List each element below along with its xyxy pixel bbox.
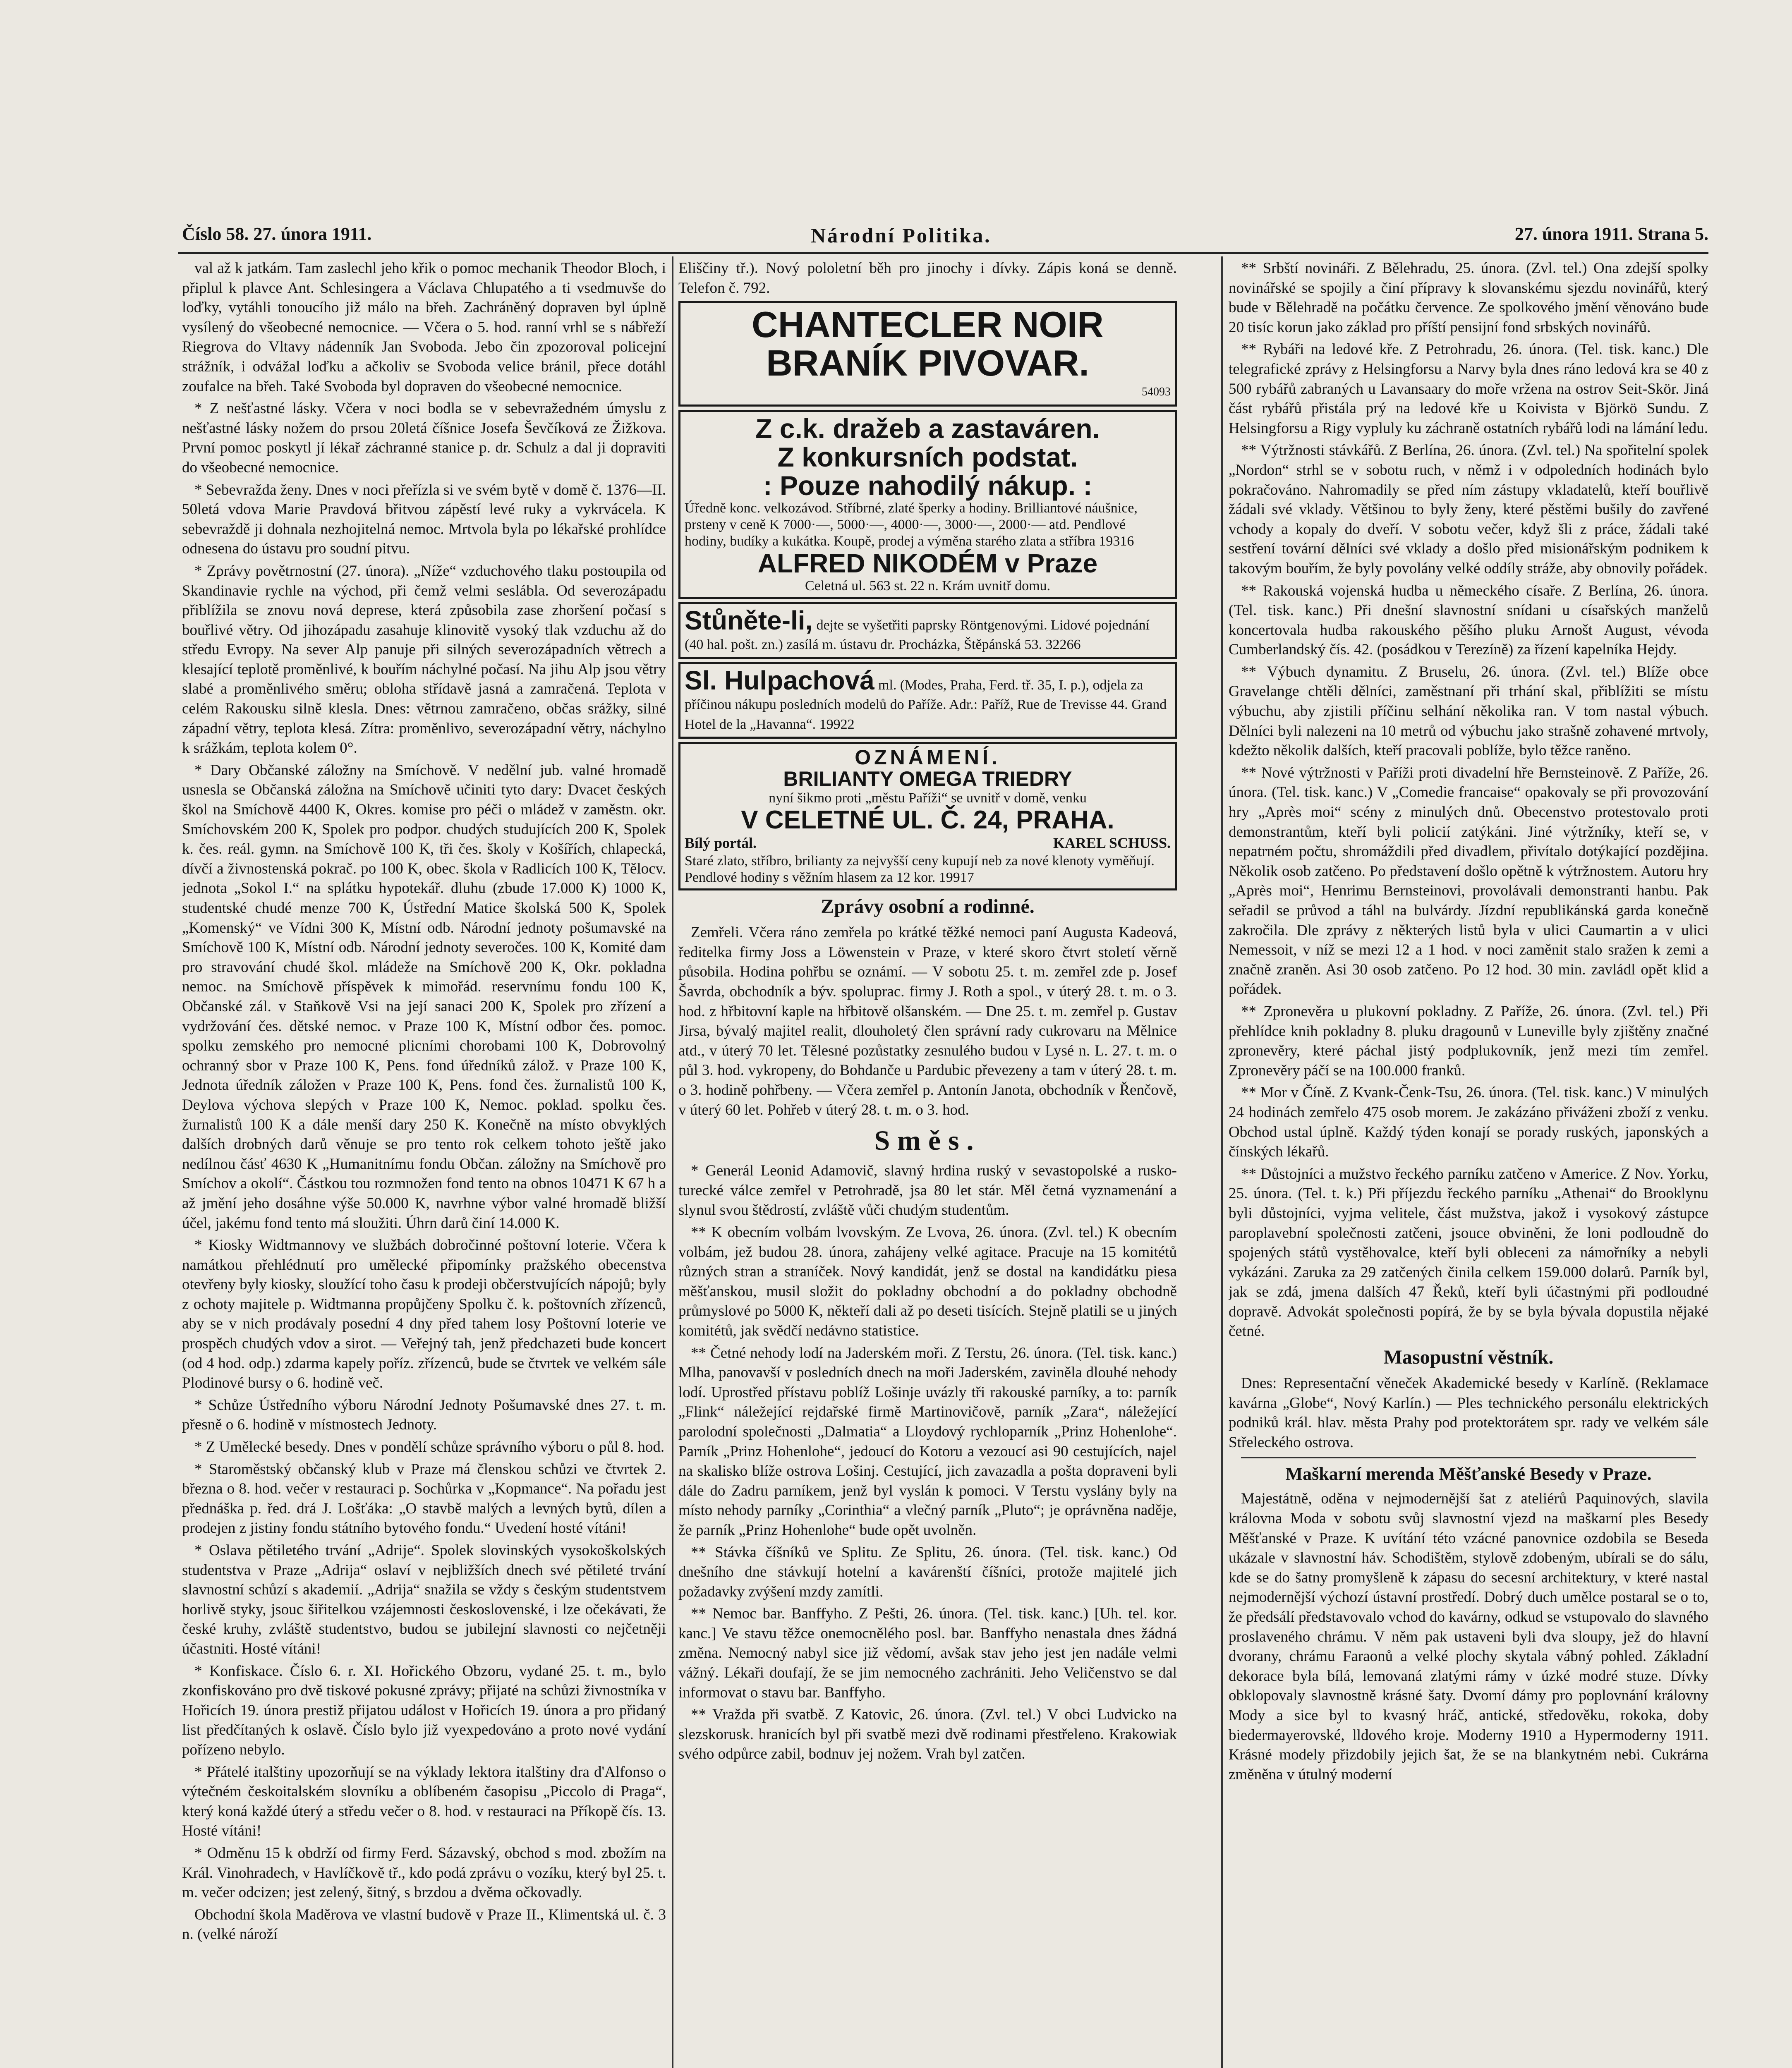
article: * Dary Občanské záložny na Smíchově. V nedělní jub. valné hromadě usnesla se Občanská záložna na Smíchově učiniti tyto dary: Dvacet českých škol na Smíchově 4400 K, Okres. komise pro péči o mládež v zaměstn. okr. Smíchovském 200 K, Spolek pro podpor. chudých studujících 200 K, Spolek k. čes. reál. gymn. na Smíchově 100 K, tři čes. školy v Košířích, chlapecká, dívčí a živnostenská pokrač. po 100 K, obec. škola v Radlicích 100 K, Tělocv. jednota „Sokol I.“ na splátku hypotekář. dluhu (zbude 17.000 K) 1000 K, studentské chudé menze 700 K, Ústřední Matice školská 500 K, Spolek „Komenský“ ve Vídni 300 K, Místní odb. Národní jednoty pošumavské na Smíchově 100 K, Místní odb. Národní jednoty severočes. 100 K, Komité dam pro stravování chudé škol. mládeže na Smíchově 200 K, Okr. pokladna nemoc. na Smíchově příspěvek k mimořád. reservnímu fondu 100 K, Občanské zál. v Staňkově Vsi na její sanaci 200 K, Spolek pro zřízení a vydržování čes. dětské nemoc. v Praze 100 K, Místní odbor čes. pomoc. spolku zemského pro nemocné plicními chorobami 100 K, Dobrovolný ochranný sbor v Praze 100 K, Pens. fond úředníků zálož. v Praze 100 K, Jednota úředník záložen v Praze 100 K, Pens. fond čes. žurnalistů 100 K, Deylova výchova slepých v Praze 100 K, Nemoc. poklad. spolku čes. žurnalistů 100 K a dále menší dary 250 K. Konečně na místo obvyklých dalších drobných darů věnuje se pro tento rok celkem tohoto ještě jako nedílnou čásť 4630 K „Humanitnímu fondu Občan. záložny na Smíchově pro Smíchov a okolí“. Částkou tou rozmnožen fond tento na obnos 10471 K 67 h a až jmění jeho dosáhne výše 50.000 K, navrhne výbor valné hromadě bližší účel, jakému fond tento má sloužiti. Úhrn darů činí 14.000 K. — [182, 761, 666, 1232]
ad-title: CHANTECLER NOIR — [752, 304, 1104, 345]
ad-title: BRANÍK PIVOVAR. — [766, 342, 1089, 383]
section-heading: Zprávy osobní a rodinné. — [821, 895, 1035, 918]
article: ** K obecním volbám lvovským. Ze Lvova, 26. února. (Zvl. tel.) K obecním volbám, jež budou 28. února, zahájeny velké agitace. Pracuje na 15 komitétů různých stran a straníček. Nový kandidát, jenž se dostal na kandidátku piesa měšťanskou, musil složit do pokladny obchodní a do pokladny obchodně průmyslové po 5000 K, někteří dali až po deseti tisících. Stejně platili se u jiných komitétů, jak svědčí nedávno statistice. — [678, 1224, 1177, 1339]
ad-text: Staré zlato, stříbro, brilianty za nejvyšší ceny kupují neb za nové klenoty vyměňují. Pendlové hodiny s věžním hlasem za 12 kor. 19917 — [685, 853, 1155, 886]
article: ** Stávka číšníků ve Splitu. Ze Splitu, 26. února. (Tel. tisk. kanc.) Od dnešního dne stávkují hotelní a kavárenští číšníci, protože majitelé jich požadavky zvýšení mzdy zamítli. — [678, 1544, 1177, 1600]
article: Dnes: Representační věneček Akademické besedy v Karlíně. (Reklamace kavárna „Globe“, Nový Karlín.) — Ples technického personálu elektrických podniků král. hlav. města Prahy pod protektorátem spr. rady ve velkém sále Střeleckého ostrova. — [1229, 1375, 1708, 1451]
section-heading: Směs. — [874, 1125, 981, 1156]
ad-text: nyní šikmo proti „městu Paříži“ se uvnitř v domě, venku — [769, 790, 1087, 806]
ad-address: V CELETNÉ UL. Č. 24, PRAHA. — [741, 805, 1114, 834]
ad-number: 54093 — [1142, 385, 1171, 398]
ad-nikodem — [678, 410, 1177, 599]
article: ** Nemoc bar. Banffyho. Z Pešti, 26. února. (Tel. tisk. kanc.) [Uh. tel. kor. kanc.] Ve stavu těžce onemocnělého posl. bar. Banffyho nenastala dnes žádná změna. Nemocný nabyl sice již vědomí, avšak stav jeho jest jen nadále velmi vážný. Lékaři doufají, že se jim nemocného zachrániti. Jeho Veličenstvo se dal informovat o stavu bar. Banffyho. — [678, 1605, 1177, 1701]
ad-company: ALFRED NIKODÉM v Praze — [757, 548, 1098, 579]
ad-title: Z konkursních podstat. — [777, 441, 1078, 472]
issue-info: Číslo 58. 27. února 1911. — [182, 224, 372, 244]
article: Zemřeli. Včera ráno zemřela po krátké těžké nemoci paní Augusta Kadeová, ředitelka firmy Joss a Löwenstein v Praze, v které skoro čtvrt století věrně působila. Hodina pohřbu se oznámí. — V sobotu 25. t. m. zemřel zde p. Josef Šavrda, obchodník a býv. spoluprac. firmy J. Roth a spol., v úterý 28. t. m. o 3. hod. z hřbitovní kaple na hřbitově olšanském. — Dne 25. t. m. zemřel p. Gustav Jirsa, bývalý majitel realit, dlouholetý člen správní rady cukrovaru na Mělnice atd., v úterý 70 let. Tělesné pozůstatky zesnulého budou v Lysé n. L. 27. t. m. o půl 3. hod. vykropeny, do Bohdanče u Pardubic převezeny a tam v úterý 28. t. m. o 3. hodině pohřbeny. — Včera zemřel p. Antonín Janota, obchodník v Řenčově, v úterý 60 let. Pohřeb v úterý 28. t. m. o 3. hod. — [678, 924, 1177, 1118]
article: * Konfiskace. Číslo 6. r. XI. Hořického Obzoru, vydané 25. t. m., bylo zkonfiskováno pro dvě tiskové pokusné zprávy; přijaté na schůzi živnostníka v Hořicích 19. února prestiž přijatou událost v Hořicích 19. února a pro přidaný list předčítaných k oslavě. Číslo bylo již vyexpedováno a proto nové vydání pořízeno nebylo. — [182, 1662, 666, 1758]
ad-address: Celetná ul. 563 st. 22 n. Krám uvnitř domu. — [805, 578, 1051, 594]
article: ** Mor v Číně. Z Kvank-Čenk-Tsu, 26. února. (Tel. tisk. kanc.) V minulých 24 hodinách zemřelo 475 osob morem. Je zakázáno přiváženi zboží z venku. Obchod ustal úplně. Každý týden konají se porady ruských, japonských a čínských lékařů. — [1229, 1084, 1708, 1161]
ad-title: OZNÁMENÍ. — [855, 745, 1001, 769]
article: Eliščiny tř.). Nový pololetní běh pro jinochy i dívky. Zápis koná se denně. Telefon č. 792. — [678, 260, 1177, 297]
article: * Z Umělecké besedy. Dnes v pondělí schůze správního výboru o půl 8. hod. — [194, 1439, 665, 1456]
article: ** Výtržnosti stávkářů. Z Berlína, 26. února. (Zvl. tel.) Na spořitelní spolek „Nordon“ strhl se v sobotu ruch, v němž i v odpoledních hodinách bylo pokračováno. Nahromadily se před ním zástupy vkladatelů, kteří bouřlivě žádali své vklady. Většinou to byly ženy, které pěstěmi bušily do zavřené vchody a kopaly do dveří. V sobotu večer, když šli z práce, žádali také sestření tovární dělníci své vklady a došlo před misionářským podnikem k takovým bouřím, že byly povolány velké oddíly stráže, aby obnovily pořádek. — [1229, 442, 1708, 577]
article: ** Četné nehody lodí na Jaderském moři. Z Terstu, 26. února. (Tel. tisk. kanc.) Mlha, panovavší v posledních dnech na moři Jaderském, zaviněla dlouhé nehody lodí. Uprostřed přístavu poblíž Lošinje uvázly tři rakouské parníky, a to: parník „Flink“ náležející rejdařské firmě Martinovičově, parník „Zara“, náležející parolodní společnosti „Dalmatia“ a Lloydový rychloparník „Prinz Hohenlohe“. Parník „Prinz Hohenlohe“, jedoucí do Kotoru a vezoucí asi 90 cestujících, najel na skalisko blíže ostrova Lošinj. Cestující, jich zavazadla a pošta dopraveni byli dále do Zadru parníkem, jenž byl vyslán k pomoci. V Terstu vyslány byly na místo nehody parníky „Corinthia“ a vlečný parník „Pluto“; je oprávněna naděje, že parník „Prinz Hohenlohe“ bude opět uvolněn. — [678, 1344, 1177, 1539]
subheading: Maškarní merenda Měšťanské Besedy v Praze. — [1285, 1464, 1652, 1484]
column-3 — [1229, 258, 1708, 2068]
article: * Kiosky Widtmannovy ve službách dobročinné poštovní loterie. Včera k namátkou přehlédnutí pro umělecké připomínky pražského obecenstva otevřeny byly kiosky, sloužící toho času k prodeji občerstvujících nápojů; byly z ochoty majitele p. Widtmanna propůjčeny Spolku č. k. poštovních zřízenců, aby se v nich prodávaly posední 4 dny před tahem losy Poštovní loterie ve prospěch chudých vdov a sirot. — Veřejný tah, jenž předchazeti bude koncert (od 4 hod. odp.) zdarma kapely poříz. zřízenců, bude se čtvrtek ve velkém sále Plodinové bursy o 6. hodině več. — [182, 1237, 666, 1392]
header-rule — [178, 252, 1708, 254]
column-1 — [182, 258, 666, 2068]
column-divider — [672, 256, 673, 2068]
article: * Zprávy povětrnostní (27. února). „Níže“ vzduchového tlaku postoupila od Skandinavie rychle na východ, při čemž velmi seslábla. Od severozápadu přiblížila se znovu nová deprese, která způsobila zase zhoršení počasí s bouřlivé větry. Od jihozápadu zasahuje klinovitě vysoký tlak vzduchu až do středu Evropy. Na sever Alp panuje při silných severozápadních větrech a klesající teplotě proměnlivé, k bouřím náchylné počasí. Na jihu Alp jsou větry slabé a proměnlivého směru; obloha střídavě jasná a zamračená. Teplota v celém Rakousku silně klesla. Dnes: větrnou zamračeno, občas srážky, silné západní větry, teplota klesá. Zítra: proměnlivo, severozápadní větry, náchylno k srážkám, teplota kolem 0°. — [182, 562, 666, 757]
ad-text: Úředně konc. velkozávod. Stříbrné, zlaté šperky a hodiny. Brilliantové náušnice, prsteny v ceně K 7000·—, 5000·—, 4000·—, 3000·—, 2000·— atd. Pendlové hodiny, budíky a kukátka. Koupě, prodej a výměna starého zlata a stříbra 19316 — [685, 500, 1138, 549]
masthead: Národní Politika. — [811, 224, 992, 247]
ad-text: ml. (Modes, Praha, Ferd. tř. 35, I. p.), odjela za příčinou nákupu posledních modelů do Paříže. Adr.: Paříž, Rue de Trevisse 44. Grand Hotel de la „Havanna“. 19922 — [685, 677, 1167, 732]
ad-title: Sl. Hulpachová — [685, 665, 874, 695]
article: ** Rybáři na ledové kře. Z Petrohradu, 26. února. (Tel. tisk. kanc.) Dle telegrafické zprávy z Helsingforsu a Narvy byla dnes ráno ledová kra se 40 z 500 rybářů zabraných u Lavansaary do moře vržena na ostrov Seit-Skör. Jiná část rybářů přistála prý na ledové kře u Koivista v Björkö Sundu. Z Helsingforsu a Rigy vypluly ku záchraně ostatních rybářů lodi na lámání ledu. — [1229, 341, 1708, 437]
article: * Z nešťastné lásky. Včera v noci bodla se v sebevražedném úmyslu z nešťastné lásky nožem do prsou 20letá číšnice Josefa Ševčíková ze Žižkova. První pomoc poskytl jí lékař záchranné stanice p. dr. Schulz a dal ji dopraviti do všeobecné nemocnice. — [182, 400, 666, 476]
article: * Staroměstský občanský klub v Praze má členskou schůzi ve čtvrtek 2. března o 8. hod. večer v restauraci p. Sochůrka v „Kopmance“. Na pořadu jest přednáška p. řed. drá J. Lošťáka: „O stavbě malých a levných bytů, dílen a prodejen z jistiny fondu státního bytového fondu.“ Uvedení hosté vítáni! — [182, 1460, 666, 1537]
article: * Sebevražda ženy. Dnes v noci přeřízla si ve svém bytě v domě č. 1376—II. 50letá vdova Marie Pravdová břitvou zápěstí levé ruky a vykrvácela. K sebevraždě ji dohnala nezhojitelná nemoc. Mrtvola byla po lékařské prohlídce odnesena do ústavu pro soudní pitvu. — [182, 481, 666, 558]
article: * Schůze Ústředního výboru Národní Jednoty Pošumavské dnes 27. t. m. přesně o 6. hodině v místnostech Jednoty. — [182, 1396, 666, 1434]
article: ** Výbuch dynamitu. Z Bruselu, 26. února. (Zvl. tel.) Blíže obce Gravelange chtěli dělníci, zaměstnaní při trhání skal, přiblížiti se místu výbuchu, aby zjistili příčinu selhání několika ran. V tom nastal výbuch. Dělníci byli nalezeni na 10 metrů od výbuchu jako strašně zohavené mrtvoly, kdežto několik dalších, kteří pracovali poblíže, bylo těžce raněno. — [1229, 663, 1708, 759]
article: * Generál Leonid Adamovič, slavný hrdina ruský v sevastopolské a rusko-turecké válce zemřel v Petrohradě, jsa 80 let stár. Měl četná vyznamenání a slynul svou štědrostí, zvláště vůči chudým studentům. — [678, 1162, 1177, 1219]
ad-chantecler — [678, 301, 1177, 406]
ad-rontgen — [678, 602, 1177, 659]
article: val až k jatkám. Tam zaslechl jeho křik o pomoc mechanik Theodor Bloch, i připlul k plavce Ant. Schlesingera a Václava Chlupatého a ti vsedmuvše do loďky, vytáhli tonoucího již málo na břeh. Zachráněný dopraven byl úplně vysílený do všeobecné nemocnice. — Včera o 5. hod. ranní vrhl se s nábřeží Riegrova do Vltavy nádenník Jan Svoboda. Jebo čin zpozoroval policejní strážník, i odvážal loďku a ačkoliv se Svoboda velice bránil, přece dotáhl zoufalce na břeh. Také Svoboda byl dopraven do všeobecné nemocnice. — [182, 260, 666, 395]
article: ** Rakouská vojenská hudba u německého císaře. Z Berlína, 26. února. (Tel. tisk. kanc.) Při dnešní slavnostní snídani u císařských manželů koncertovala hudba rakouského pěšího pluku Arnošt August, vévoda Cumberlandský čís. 42. (posádkou v Terezíně) za řízení kapelníka Hejdy. — [1229, 582, 1708, 658]
column-2 — [678, 258, 1177, 2068]
article: * Odměnu 15 k obdrží od firmy Ferd. Sázavský, obchod s mod. zbožím na Král. Vinohradech, v Havlíčkově tř., kdo podá zprávu o vozíku, který byl 25. t. m. večer odcizen; jest zelený, šitný, s brzdou a dvěma očkovadly. — [182, 1844, 666, 1901]
ad-title: Z c.k. dražeb a zastaváren. — [755, 413, 1100, 444]
ad-title: BRILIANTY OMEGA TRIEDRY — [783, 767, 1072, 791]
page-number: 27. února 1911. Strana 5. — [1514, 224, 1708, 244]
ad-hulpachova — [678, 662, 1177, 739]
page-header — [182, 223, 1708, 252]
article: ** Zpronevěra u plukovní pokladny. Z Paříže, 26. února. (Zvl. tel.) Při přehlídce knih pokladny 8. pluku dragounů v Luneville byly zjištěny značné zpronevěry, které páchal jistý podplukovník, jenž mezi tím zemřel. Zpronevěry páčí se na 100.000 franků. — [1229, 1003, 1708, 1079]
ad-title: Stůněte-li, — [685, 605, 813, 635]
ad-title: : Pouze nahodilý nákup. : — [763, 470, 1092, 501]
article: * Oslava pětiletého trvání „Adrije“. Spolek slovinských vysokoškolských studentstva v Praze „Adrija“ oslaví v nejbližších dnech své pětileté trvání slavnostní schůzí s akademií. „Adrija“ snažila se vždy s českým studentstvem horlivě styky, jsouc šiřitelkou vzájemnosti československé, i lze očekávati, že české kruhy, zvláště studentstvo, budou se jubilejní slavnosti co nejčetněji účastniti. Hosté vítáni! — [182, 1542, 666, 1657]
ad-text: Bílý portál. — [685, 834, 757, 851]
article: ** Důstojníci a mužstvo řeckého parníku zatčeno v Americe. Z Nov. Yorku, 25. února. (Tel. t. k.) Při příjezdu řeckého parníku „Athenai“ do Brooklynu byli důstojníci, vyjma velitele, část mužstva, jakož i vysokový zástupce paroplavební společnosti zatčeni, jsouce obviněni, že loni podloudně do spojených států vystěhovalce, kteří byli obleceni za námořníky a nebyli vykázáni. Zaruka za 29 zatčených činila celkem 159.000 dolarů. Parník byl, jak se zdá, jmena dalších 47 Řeků, kteří byli účastnými při podloudné dopravě. Advokát společnosti popírá, že by se byla bývala dopustila nějaké četné. — [1229, 1165, 1708, 1340]
article: Majestátně, oděna v nejmodernější šat z ateliérů Paquinových, slavila královna Moda v sobotu svůj slavnostní vjezd na maškarní ples Besedy Měšťanské v Praze. K uvítání této vzácné panovnice ozdobila se Beseda ukázale v slavnostní háv. Schodištěm, stylově zdobeným, ubírali se do sálu, kde se do šatny promyšleně k zápasu do secesní architektury, v které nastal nejmodernější výchozí ústavní prostředí. Dobrý duch umělce postaral se o to, že předsálí představovalo vchod do kavárny, odkud se vstupovalo do slavného proslaveného chrámu. V něm pak ustaveni byli dva sloupy, jež do hlavní dvorany, chrámu Faraonů a velké plochy skytala vábný pohled. Základní dekorace byla bílá, lemovaná zlatými rámy v úzké modré stuze. Dívky obklopovaly slavnostně krásné šaty. Dvorní dámy pro poplovnání královny Mody a sice byl to kvasný hráč, antické, středověku, rokoka, doby biedermayerovské, lldového kroje. Moderny 1910 a Hypermoderny 1911. Krásné modely přizdobily jejich šat, že se na blankytném nebi. Cukrárna změněna v útulný moderní — [1229, 1490, 1708, 1783]
article: ** Srbští novináři. Z Bělehradu, 25. února. (Zvl. tel.) Ona zdejší spolky novinářské se spojily a činí přípravy k slovanskému sjezdu novinářů, který bude v Bělehradě na počátku července. Ze spolkového jmění věnováno bude 20 tisíc korun jako základ pro příští pensijní fond srbských novinářů. — [1229, 260, 1708, 336]
ad-company: KAREL SCHUSS. — [1053, 834, 1171, 851]
ad-schuss — [678, 742, 1177, 891]
article: ** Vražda při svatbě. Z Katovic, 26. února. (Zvl. tel.) V obci Ludvicko na slezskorusk. hranicích byl při svatbě mezi dvě rodinami přestřeleno. Krakowiak svého odpůrce zabil, bodnuv jej nožem. Vrah byl zatčen. — [678, 1706, 1177, 1763]
section-heading: Masopustní věstník. — [1383, 1346, 1554, 1369]
column-divider — [1221, 256, 1223, 2068]
divider — [1241, 1457, 1696, 1458]
article: Obchodní škola Maděrova ve vlastní budově v Praze II., Klimentská ul. č. 3 n. (velké nároží — [182, 1906, 666, 1943]
ad-text: dejte se vyšetřiti paprsky Röntgenovými. Lidové pojednání (40 hal. pošt. zn.) zasílá m. ústavu dr. Procházka, Štěpánská 53. 32266 — [685, 617, 1150, 653]
article: ** Nové výtržnosti v Paříži proti divadelní hře Bernsteinově. Z Paříže, 26. února. (Tel. tisk. kanc.) V „Comedie francaise“ opakovaly se při provozování hry „Après moi“ scény z minulých dnů. Obecenstvo protestovalo proti demonstrantům, kteří byli policií zatýkáni. Jiné výtržníky, kteří se, v nepatrném počtu, shromáždili před divadlem, přivítalo dotýkající pozdějina. Několik osob zatčeno. Po představení došlo opětně k výtržnostem. Autoru hry „Après moi“, Henrimu Bernsteinovi, provolávali demonstranti hanbu. Pak seřadil se průvod a táhl na bulvárdy. Jízdní republikánská garda konečně zakročila. Dle zprávy z některých listů byla v ulici Caumartin a v ulici Nemessoit, v níž se mezi 12 a 1 hod. v noci zaměnit stalo sražen k zemi a značně zraněn. Asi 30 osob zatčeno. Po 12 hod. 30 min. zavládl opět klid a pořádek. — [1229, 764, 1708, 998]
article: * Přátelé italštiny upozorňují se na výklady lektora italštiny dra d'Alfonso o výtečném českoitalském slovníku a oblíbeném časopisu „Piccolo di Praga“, který koná každé úterý a středu večer o 8. hod. v restauraci na Příkopě čís. 13. Hosté vítáni! — [182, 1763, 666, 1840]
